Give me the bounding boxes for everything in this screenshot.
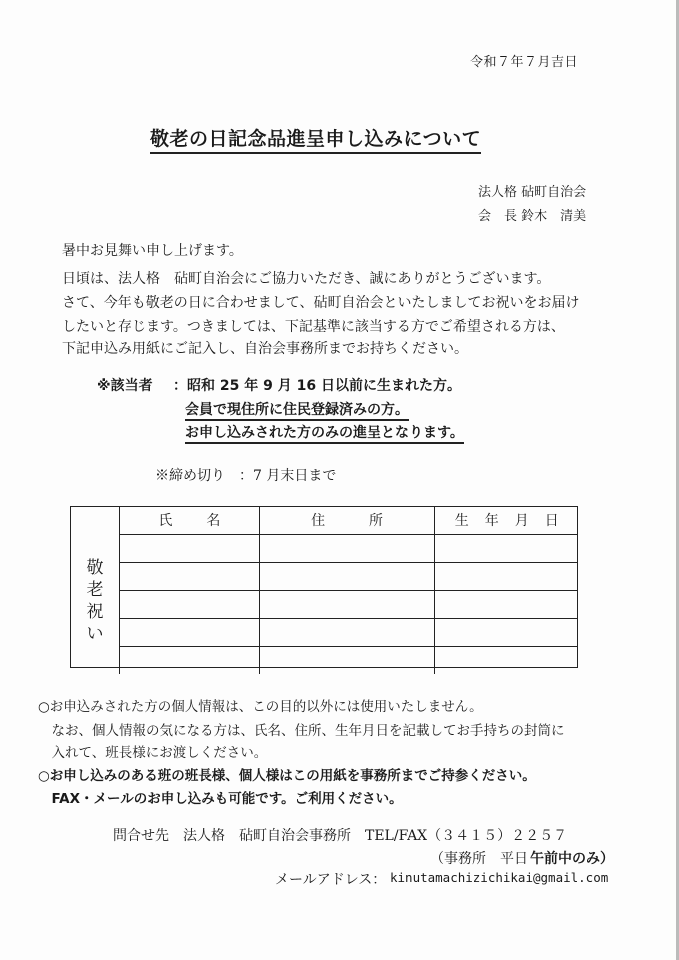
name-cell[interactable]: [120, 619, 260, 647]
name-cell[interactable]: [120, 591, 260, 619]
eligibility-residency: 会員で現住所に住民登録済みの方。: [185, 399, 409, 421]
privacy-note: 入れて、班長様にお渡しください。: [38, 745, 268, 761]
side-label-char: い: [86, 624, 104, 644]
document-title: 敬老の日記念品進呈申し込みについて: [150, 124, 481, 154]
address-cell[interactable]: [259, 647, 435, 675]
body-line: 下記申込み用紙にご記入し、自治会事務所までお持ちください。: [62, 341, 468, 357]
birthdate-cell[interactable]: [435, 647, 578, 675]
privacy-note: ○お申込みされた方の個人情報は、この目的以外には使用いたしません。: [38, 699, 483, 715]
application-form: [70, 506, 578, 668]
form-row: [120, 647, 579, 675]
address-cell[interactable]: [259, 591, 435, 619]
form-table: [119, 506, 578, 674]
address-cell[interactable]: [259, 535, 435, 563]
form-row: [120, 535, 579, 563]
deadline: ※締め切り ：7 月末日まで: [155, 468, 337, 484]
form-row: [120, 563, 579, 591]
side-label-char: 老: [86, 580, 104, 600]
address-cell[interactable]: [259, 563, 435, 591]
form-row: [120, 591, 579, 619]
birthdate-cell[interactable]: [435, 591, 578, 619]
form-header-row: [120, 506, 579, 535]
email-address[interactable]: kinutamachizichikai@gmail.com: [390, 870, 609, 885]
birthdate-cell[interactable]: [435, 563, 578, 591]
privacy-note: なお、個人情報の気になる方は、氏名、住所、生年月日を記載してお手持ちの封筒に: [38, 723, 565, 739]
header-name: 氏名: [120, 506, 260, 535]
address-cell[interactable]: [259, 619, 435, 647]
contact-line: 問合せ先 法人格 砧町自治会事務所 TEL/FAX（３４１５）２２５７: [113, 828, 568, 844]
side-label-char: 敬: [86, 558, 104, 578]
name-cell[interactable]: [120, 647, 260, 675]
header-birthdate: 生年月日: [435, 506, 578, 535]
body-line: 日頃は、法人格 砧町自治会にご協力いただき、誠にありがとうございます。: [62, 271, 551, 287]
body-line: さて、今年も敬老の日に合わせまして、砧町自治会といたしましてお祝いをお届け: [62, 295, 580, 311]
birthdate-cell[interactable]: [435, 619, 578, 647]
email-label: メールアドレス：: [275, 872, 387, 888]
side-label-char: 祝: [86, 602, 104, 622]
organization-name: 法人格 砧町自治会: [478, 185, 587, 200]
header-address: 住所: [259, 506, 435, 535]
fax-email-note: FAX・メールのお申し込みも可能です。ご利用ください。: [38, 791, 403, 807]
chairperson-name: 会 長 鈴木 清美: [478, 209, 587, 224]
office-hours-prefix: （事務所 平日: [430, 851, 528, 867]
eligibility-label: ※該当者: [97, 378, 153, 394]
body-line: 暑中お見舞い申し上げます。: [62, 243, 243, 259]
name-cell[interactable]: [120, 563, 260, 591]
eligibility-birthdate: ：昭和 25 年 9 月 16 日以前に生まれた方。: [173, 378, 461, 394]
name-cell[interactable]: [120, 535, 260, 563]
document-date: 令和７年７月吉日: [470, 55, 579, 70]
office-hours: 午前中のみ）: [530, 851, 614, 867]
body-line: したいと存じます。つきましては、下記基準に該当する方でご希望される方は、: [62, 319, 565, 335]
form-row: [120, 619, 579, 647]
submission-note: ○お申し込みのある班の班長様、個人様はこの用紙を事務所までご持参ください。: [38, 768, 536, 784]
birthdate-cell[interactable]: [435, 535, 578, 563]
eligibility-applicants: お申し込みされた方のみの進呈となります。: [185, 422, 464, 444]
form-side-label: [71, 535, 119, 667]
